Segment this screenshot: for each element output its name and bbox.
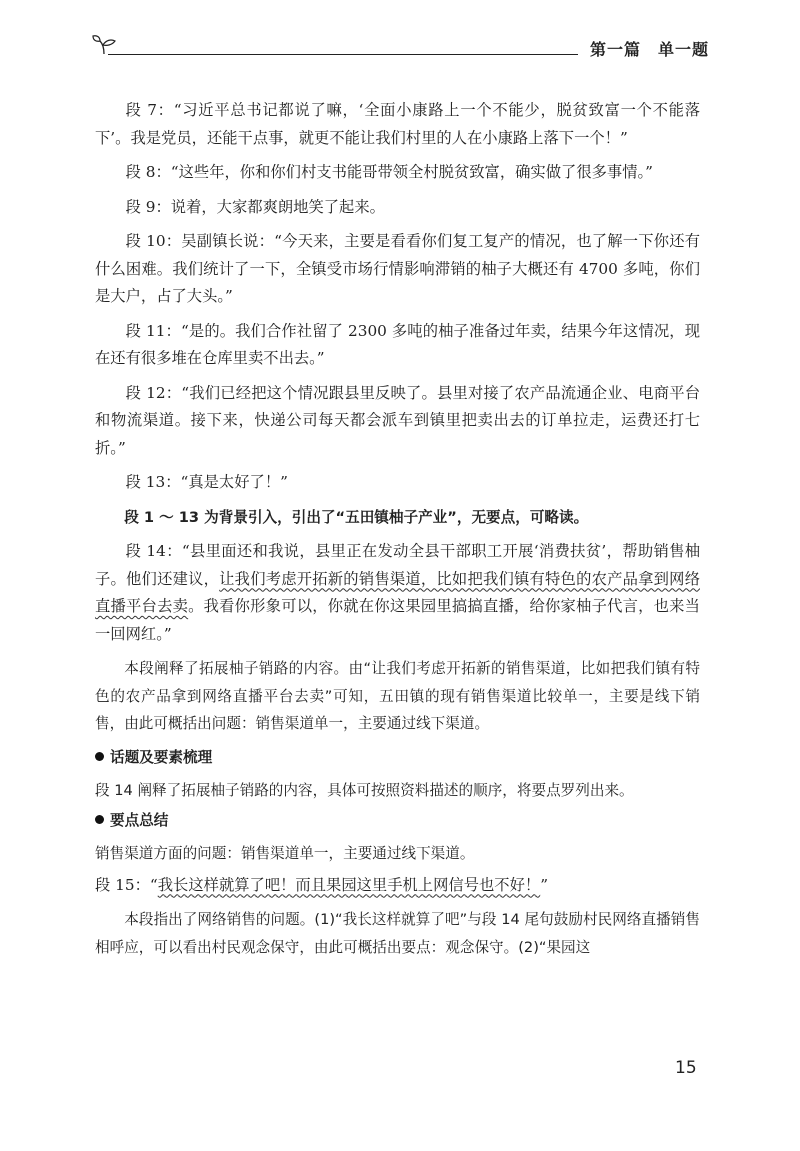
paragraph-15-text-a: 段 15：“	[95, 875, 158, 894]
bullet-topic	[95, 745, 700, 771]
paragraph-11: 段 11：“是的。我们合作社留了 2300 多吨的柚子准备过年卖，结果今年这情况，现在还有很多堆在仓库里卖不出去。”	[95, 321, 700, 367]
page-number: 15	[675, 1058, 697, 1078]
section-title: 第一篇 单一题	[590, 40, 710, 59]
analysis-15: 本段指出了网络销售的问题。(1)“我长这样就算了吧”与段 14 尾句鼓励村民网络直播销售相呼应，可以看出村民观念保守，由此可概括出要点：观念保守。(2)“果园这	[95, 911, 700, 956]
paragraph-14-text-b: 。我看你形象可以，你就在你这果园里搞搞直播，给你家柚子代言，也来当一回网红。”	[95, 597, 700, 643]
page-body	[95, 97, 700, 968]
header-rule	[108, 54, 578, 55]
paragraph-14	[95, 538, 700, 648]
topic-text: 段 14 阐释了拓展柚子销路的内容，具体可按照资料描述的顺序，将要点罗列出来。	[95, 781, 634, 799]
bullet-dot-icon	[95, 752, 104, 761]
paragraph-7: 段 7：“习近平总书记都说了嘛，‘全面小康路上一个不能少，脱贫致富一个不能落下’。我是党员，还能干点事，就更不能让我们村里的人在小康路上落下一个！”	[95, 101, 700, 147]
paragraph-9: 段 9：说着，大家都爽朗地笑了起来。	[125, 197, 385, 216]
paragraph-10: 段 10：吴副镇长说：“今天来，主要是看看你们复工复产的情况，也了解一下你还有什么困难。我们统计了一下，全镇受市场行情影响滞销的柚子大概还有 4700 多吨，你们是大户，占了大头。”	[95, 232, 700, 305]
analysis-14: 本段阐释了拓展柚子销路的内容。由“让我们考虑开拓新的销售渠道，比如把我们镇有特色的农产品拿到网络直播平台去卖”可知，五田镇的现有销售渠道比较单一，主要是线下销售，由此可概括出问题：销售渠道单一，主要通过线下渠道。	[95, 660, 700, 732]
summary-1-13: 段 1 ～ 13 为背景引入，引出了“五田镇柚子产业”，无要点，可略读。	[124, 508, 589, 526]
running-header	[92, 34, 710, 74]
summary-text: 销售渠道方面的问题：销售渠道单一，主要通过线下渠道。	[95, 845, 475, 862]
paragraph-15-highlight: 我长这样就算了吧！而且果园这里手机上网信号也不好！	[157, 875, 541, 894]
paragraph-12: 段 12：“我们已经把这个情况跟县里反映了。县里对接了农产品流通企业、电商平台和物流渠道。接下来，快递公司每天都会派车到镇里把卖出去的订单拉走，运费还打七折。”	[95, 383, 700, 457]
paragraph-14-text-a: 段 14：“县里面还和我说，县里正在发动全县干部职工开展‘消费扶贫’，帮助销售柚子。他们还建议，	[95, 542, 700, 588]
paragraph-8: 段 8：“这些年，你和你们村支书能哥带领全村脱贫致富，确实做了很多事情。”	[125, 163, 653, 181]
sprout-icon	[92, 34, 116, 56]
bullet-topic-label: 话题及要素梳理	[110, 748, 213, 766]
paragraph-15-text-b: ”	[540, 875, 549, 894]
paragraph-15	[95, 872, 700, 900]
paragraph-14-highlight: 让我们考虑开拓新的销售渠道，比如把我们镇有特色的农产品拿到网络直播平台去卖	[95, 569, 700, 615]
paragraph-13: 段 13：“真是太好了！”	[125, 473, 288, 491]
bullet-summary	[95, 808, 700, 834]
bullet-summary-label: 要点总结	[110, 812, 169, 829]
bullet-dot-icon	[95, 815, 104, 824]
